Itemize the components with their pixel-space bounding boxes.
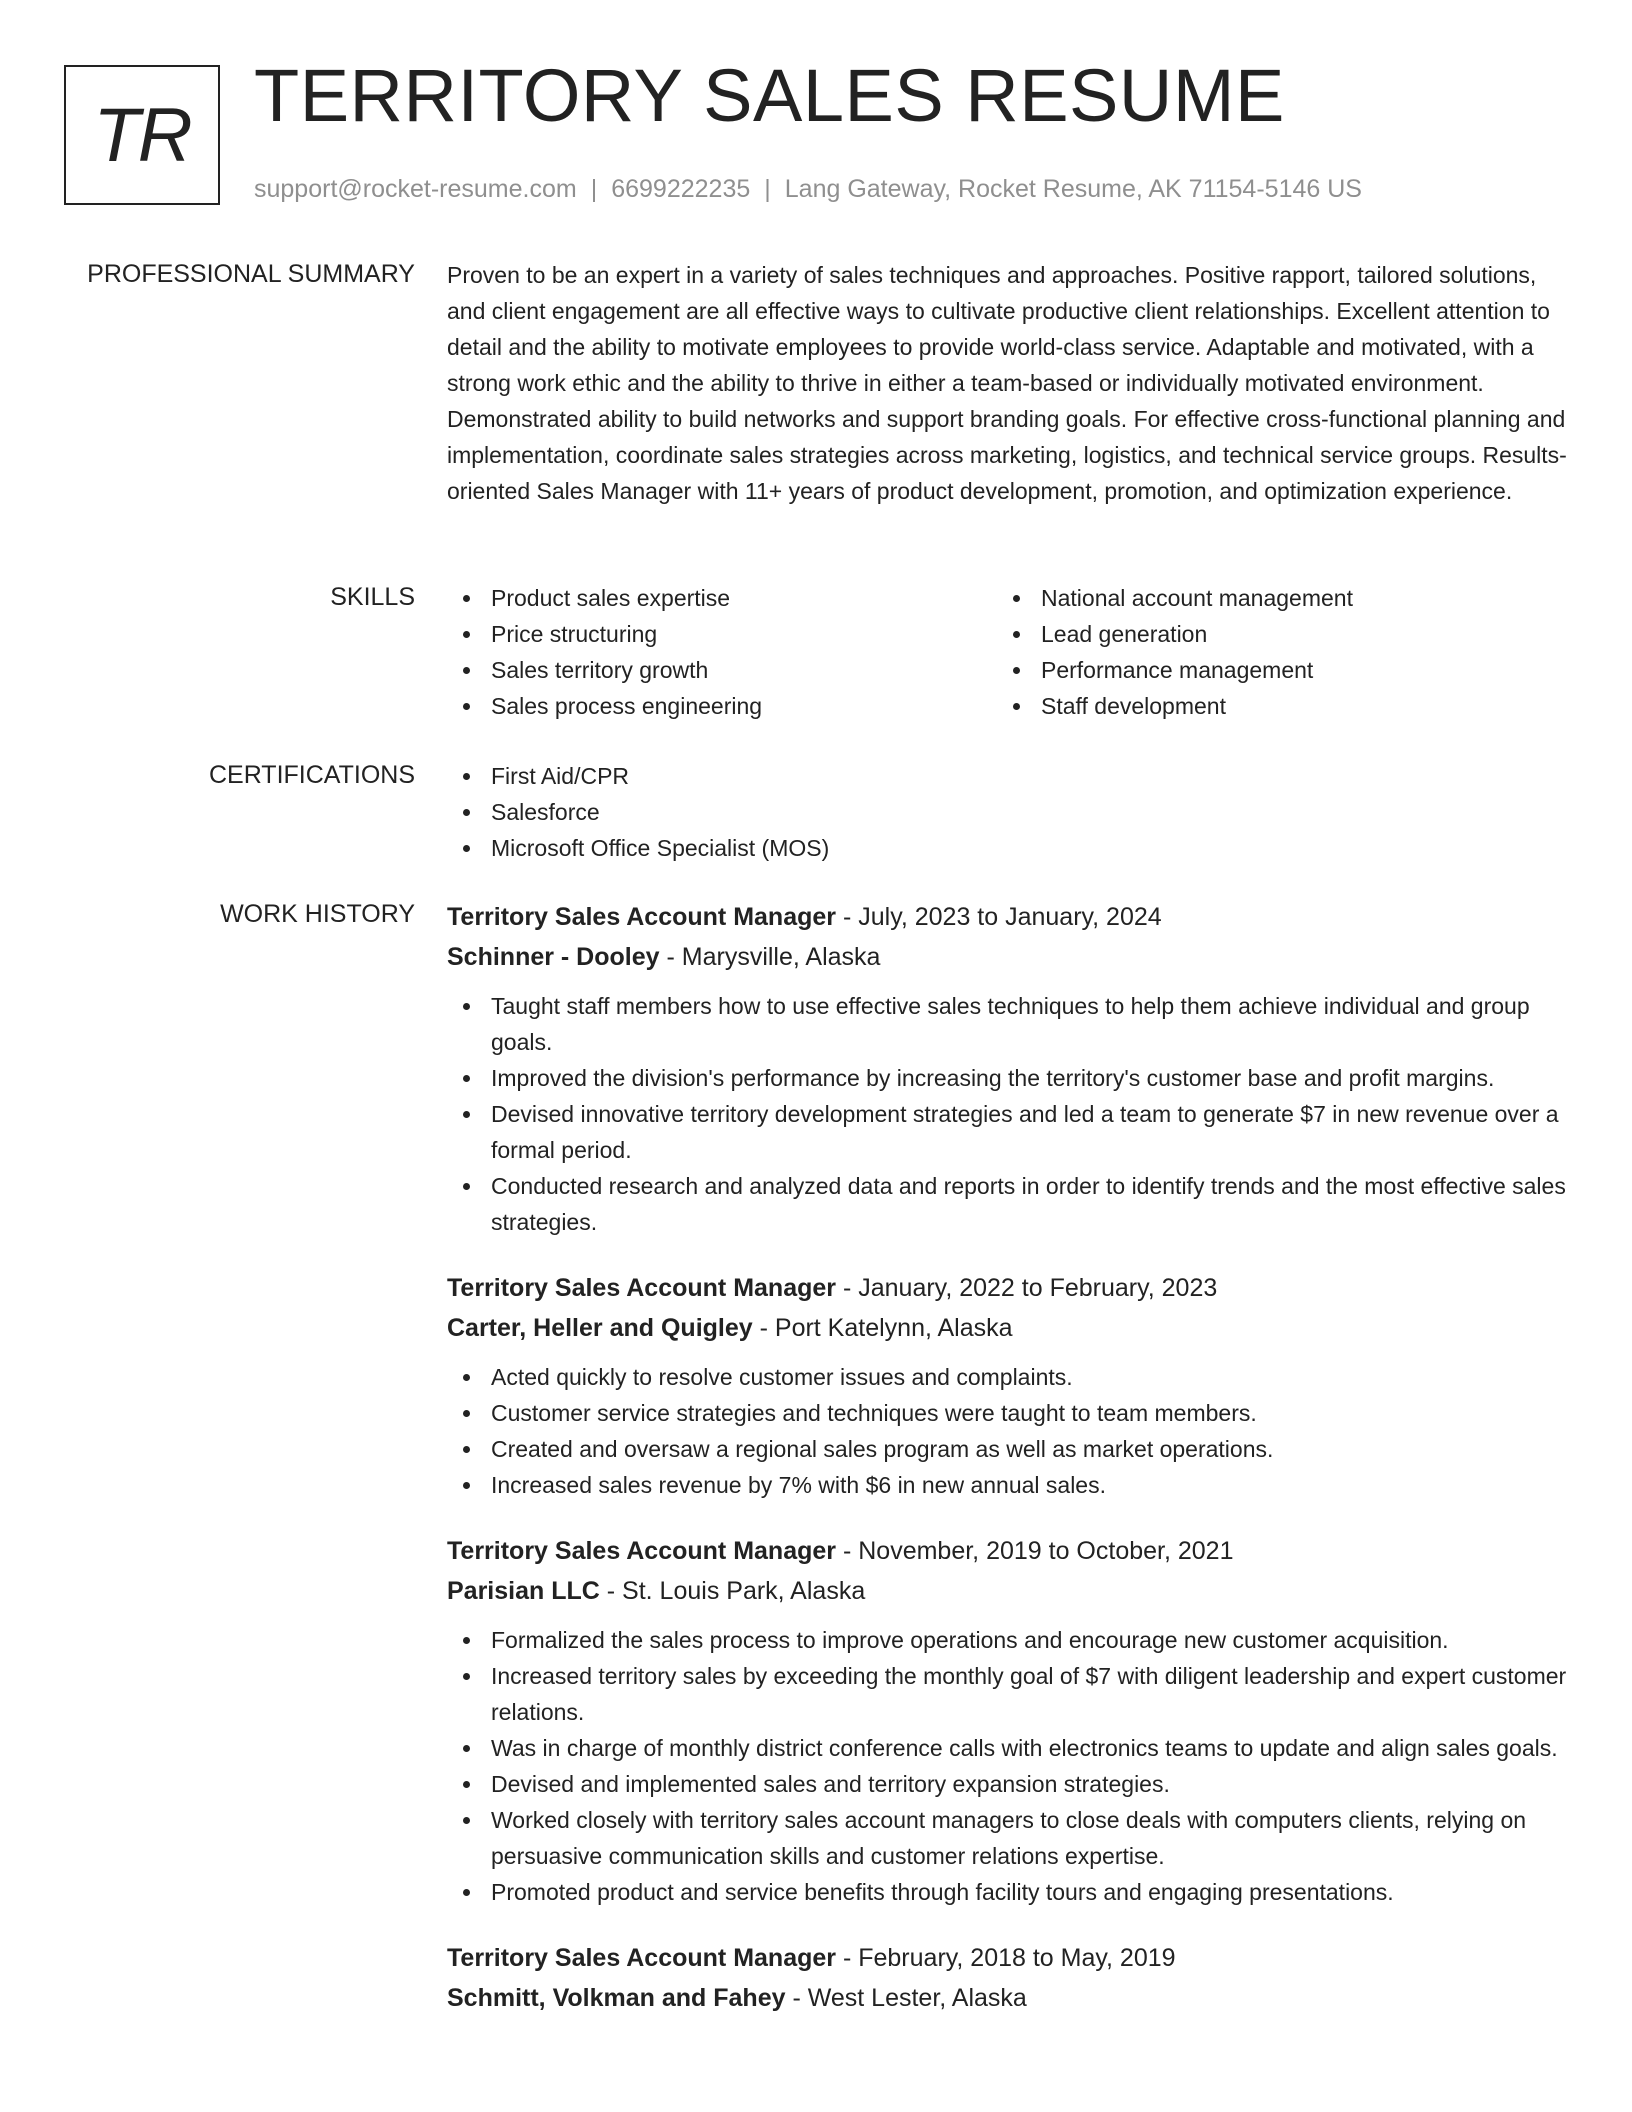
contact-line <box>254 175 1362 204</box>
section-label-summary: PROFESSIONAL SUMMARY <box>87 260 415 288</box>
contact-separator: | <box>764 175 771 203</box>
list-item: Increased territory sales by exceeding the monthly goal of $7 with diligent leadership and expert customer relations. <box>447 1658 1567 1730</box>
job-title-line <box>447 1938 1567 1978</box>
list-item: Sales process engineering <box>447 688 997 724</box>
job-title: Territory Sales Account Manager <box>447 1944 837 1972</box>
list-item: Price structuring <box>447 616 997 652</box>
monogram-logo: TR <box>64 65 220 205</box>
job-dates: - July, 2023 to January, 2024 <box>836 903 1162 931</box>
list-item: Performance management <box>997 652 1547 688</box>
list-item: National account management <box>997 580 1547 616</box>
contact-phone[interactable]: 6699222235 <box>611 175 751 203</box>
job-title: Territory Sales Account Manager <box>447 1274 837 1302</box>
job-company: Schmitt, Volkman and Fahey <box>447 1984 786 2012</box>
certifications-list <box>447 758 1567 866</box>
job-title-line <box>447 1268 1567 1308</box>
contact-separator: | <box>590 175 598 203</box>
list-item: Conducted research and analyzed data and reports in order to identify trends and the most effective sales strategies. <box>447 1168 1567 1240</box>
list-item: Was in charge of monthly district conference calls with electronics teams to update and align sales goals. <box>447 1730 1567 1766</box>
skills-list-left <box>447 580 997 724</box>
work-history-list <box>447 897 1567 2046</box>
job-location: - Port Katelynn, Alaska <box>752 1314 1013 1342</box>
contact-email[interactable]: support@rocket-resume.com <box>254 175 577 203</box>
job-title: Territory Sales Account Manager <box>447 903 837 931</box>
skills-list-right <box>997 580 1547 724</box>
list-item: Created and oversaw a regional sales program as well as market operations. <box>447 1431 1567 1467</box>
list-item: Taught staff members how to use effective sales techniques to help them achieve individual and group goals. <box>447 988 1567 1060</box>
job-bullets <box>447 1359 1567 1503</box>
list-item: Acted quickly to resolve customer issues and complaints. <box>447 1359 1567 1395</box>
list-item: Lead generation <box>997 616 1547 652</box>
job-entry <box>447 897 1567 1240</box>
job-bullets <box>447 1622 1567 1910</box>
list-item: First Aid/CPR <box>447 758 1567 794</box>
section-label-skills: SKILLS <box>330 583 415 611</box>
summary-text: Proven to be an expert in a variety of sales techniques and approaches. Positive rapport, tailored solutions, and client engagement are all effective ways to cultivate productive client relationships. Excellent attention to detail and the ability to motivate employees to provide world-class service. Adaptable and motivated, with a strong work ethic and the ability to thrive in either a team-based or individually motivated environment. Demonstrated ability to build networks and support branding goals. For effective cross-functional planning and implementation, coordinate sales strategies across marketing, logistics, and technical service groups. Results-oriented Sales Manager with 11+ years of product development, promotion, and optimization experience. <box>447 262 1567 504</box>
job-entry <box>447 1531 1567 1910</box>
section-label-work: WORK HISTORY <box>220 900 415 928</box>
job-bullets <box>447 988 1567 1240</box>
job-title-line <box>447 1531 1567 1571</box>
list-item: Formalized the sales process to improve operations and encourage new customer acquisition. <box>447 1622 1567 1658</box>
list-item: Staff development <box>997 688 1547 724</box>
list-item: Microsoft Office Specialist (MOS) <box>447 830 1567 866</box>
job-entry <box>447 1268 1567 1503</box>
job-company-line <box>447 1308 1567 1348</box>
job-location: - West Lester, Alaska <box>785 1984 1027 2012</box>
list-item: Worked closely with territory sales account managers to close deals with computers clients, relying on persuasive communication skills and customer relations expertise. <box>447 1802 1567 1874</box>
job-company: Parisian LLC <box>447 1577 600 1605</box>
list-item: Improved the division's performance by increasing the territory's customer base and profit margins. <box>447 1060 1567 1096</box>
job-title-line <box>447 897 1567 937</box>
contact-address: Lang Gateway, Rocket Resume, AK 71154-5146 US <box>784 175 1362 203</box>
list-item: Product sales expertise <box>447 580 997 616</box>
list-item: Devised and implemented sales and territory expansion strategies. <box>447 1766 1567 1802</box>
job-location: - Marysville, Alaska <box>659 943 881 971</box>
resume-title: TERRITORY SALES RESUME <box>254 54 1285 137</box>
job-company: Carter, Heller and Quigley <box>447 1314 753 1342</box>
list-item: Customer service strategies and techniques were taught to team members. <box>447 1395 1567 1431</box>
section-label-certifications: CERTIFICATIONS <box>208 761 415 789</box>
job-dates: - February, 2018 to May, 2019 <box>836 1944 1176 1972</box>
job-company-line <box>447 1571 1567 1611</box>
list-item: Devised innovative territory development strategies and led a team to generate $7 in new revenue over a formal period. <box>447 1096 1567 1168</box>
list-item: Sales territory growth <box>447 652 997 688</box>
job-entry <box>447 1938 1567 2018</box>
job-title: Territory Sales Account Manager <box>447 1537 837 1565</box>
job-dates: - January, 2022 to February, 2023 <box>836 1274 1218 1302</box>
job-company-line <box>447 1978 1567 2018</box>
list-item: Salesforce <box>447 794 1567 830</box>
job-company-line <box>447 937 1567 977</box>
job-company: Schinner - Dooley <box>447 943 660 971</box>
list-item: Increased sales revenue by 7% with $6 in new annual sales. <box>447 1467 1567 1503</box>
job-location: - St. Louis Park, Alaska <box>599 1577 866 1605</box>
list-item: Promoted product and service benefits through facility tours and engaging presentations. <box>447 1874 1567 1910</box>
job-dates: - November, 2019 to October, 2021 <box>836 1537 1234 1565</box>
